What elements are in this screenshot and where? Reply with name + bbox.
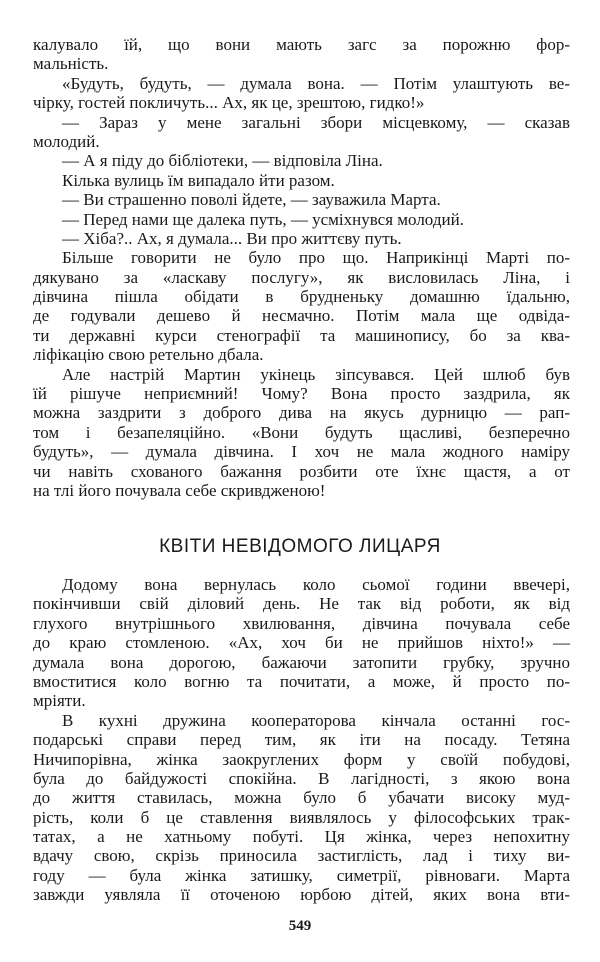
text-line: — А я піду до бібліотеки, — відповіла Ліна. [62,151,383,171]
page-number: 549 [288,918,312,934]
text-line: до краю стомленою. «Ах, хоч би не прийшов ніхто!» — [33,633,570,653]
text-line: завжди уявляла її оточеною юрбою дітей, яких вона вти- [33,885,570,905]
text-line: думала вона дорогою, бажаючи затопити грубку, зручно [33,652,570,672]
text-line: Кілька вулиць їм випадало йти разом. [62,170,335,190]
text-line: Ничипорівна, жінка заокруглених форм у своїй побудові, [33,749,570,769]
text-line: калувало їй, що вони мають загс за порожню фор- [33,35,570,54]
text-line: мріяти. [33,691,86,711]
text-line: чи навіть схованого бажання розбити оте їхнє щастя, а от [33,461,570,481]
text-line: Але настрій Мартин укінець зіпсувався. Цей шлюб був [62,364,570,384]
text-line: Більше говорити не було про що. Наприкінці Марті по- [62,248,570,268]
text-line: була до байдужості спокійна. В лагідності, з якою вона [33,768,570,788]
text-line: — Зараз у мене загальні збори місцевкому, — сказав [62,112,570,132]
text-line: їй рішуче неприємний! Чому? Вона просто заздрила, як [33,384,570,404]
text-line: В кухні дружина кооператорова кінчала останні гос- [62,710,570,730]
text-line: — Хіба?.. Ах, я думала... Ви про життєву путь. [62,228,402,248]
chapter-title: КВІТИ НЕВІДОМОГО ЛИЦАРЯ [159,536,441,557]
text-line: молодий. [33,131,100,151]
text-line: «Будуть, будуть, — думала вона. — Потім улаштують ве- [62,73,570,93]
text-line: том і безапеляційно. «Вони будуть щасливі, безперечно [33,422,570,442]
text-line: можна заздрити з доброго дива на якусь дурницю — рап- [33,403,570,423]
text-line: — Ви страшенно поволі йдете, — зауважила Марта. [62,190,441,210]
text-line: дівчина пішла обідати в брудненьку домашню їдальню, [33,287,570,307]
text-line: глухого внутрішнього хвилювання, дівчина почувала себе [33,613,570,633]
text-block-previous-chapter [33,35,570,500]
text-line: будуть», — думала дівчина. І хоч не мала жодного наміру [33,442,570,462]
text-line: чірку, гостей покличуть... Ах, як це, зрештою, гидко!» [33,93,425,113]
text-line: покінчивши свій діловий день. Не так від роботи, як від [33,594,570,614]
text-line: Додому вона вернулась коло сьомої години ввечері, [62,575,570,594]
text-line: татах, а не хатньому побуті. Ця жінка, через непохитну [33,827,570,847]
text-line: до життя ставилась, можна було б убачати високу муд- [33,788,570,808]
text-line: вмоститися коло вогню та почитати, а може, й просто по- [33,671,570,691]
text-line: рість, коли б це ставлення виявлялось у філософських трак- [33,807,570,827]
text-line: ліфікацію свою ретельно дбала. [33,345,264,365]
text-line: на тлі його почувала себе скривдженою! [33,480,326,500]
text-line: году — була жінка затишку, симетрії, рівноваги. Марта [33,865,570,885]
text-line: мальність. [33,54,109,74]
text-line: подарські справи перед тим, як іти на посаду. Тетяна [33,730,570,750]
text-line: — Перед нами ще далека путь, — усміхнувся молодий. [62,209,464,229]
text-line: дякувано за «ласкаву послугу», як висловилась Ліна, і [33,267,570,287]
text-line: вдачу свою, скрізь приносила застиглість, лад і тиху ви- [33,846,570,866]
text-block-chapter-start [33,575,570,905]
text-line: де годували дешево й несмачно. Потім мала ще одвіда- [33,306,570,326]
text-line: ти державні курси стенографії та машинопису, бо за ква- [33,325,570,345]
